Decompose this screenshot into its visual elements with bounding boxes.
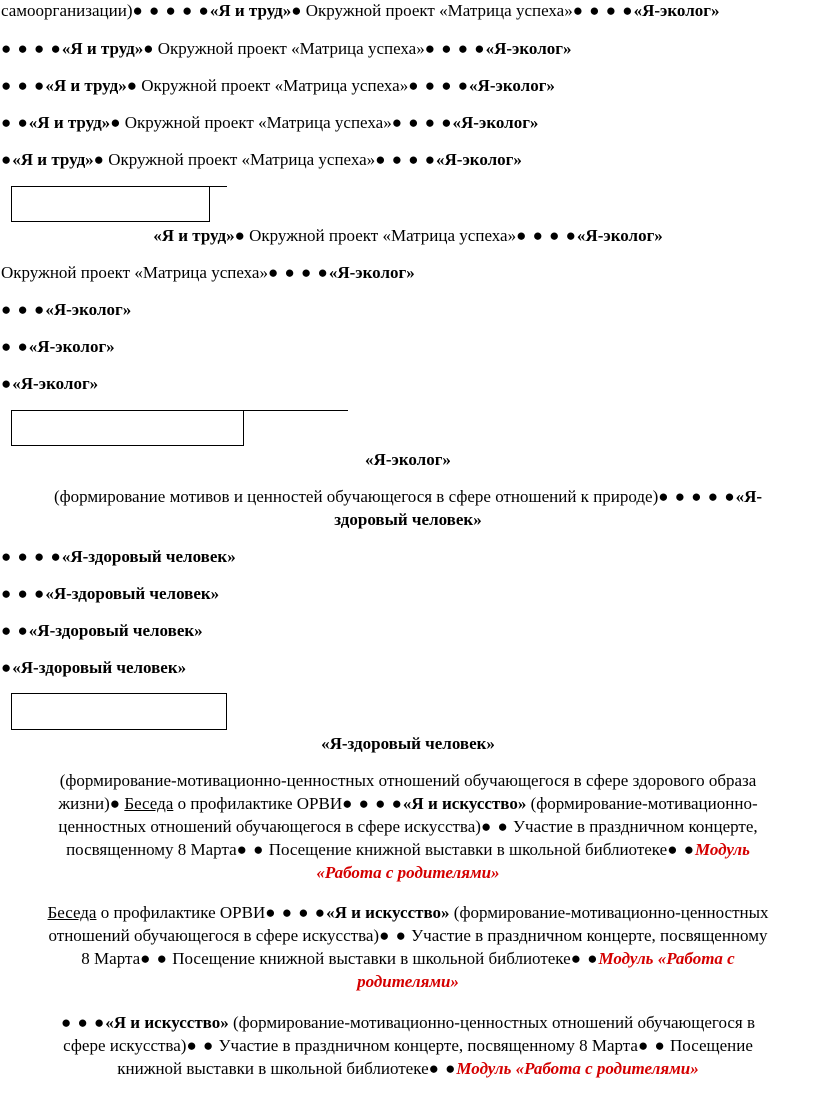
text-line: ценностных отношений обучающегося в сфере искусства)● ● Участие в праздничном концерте, — [58, 817, 758, 836]
text-line: Беседа о профилактике ОРВИ● ● ● ●«Я и искусство» (формирование-мотивационно-ценностных — [47, 903, 769, 922]
text-line: ● ●«Я-эколог» — [1, 337, 115, 356]
table-cell — [11, 693, 227, 730]
text-line: 8 Марта● ● Посещение книжной выставки в школьной библиотеке● ●Модуль «Работа с — [81, 949, 735, 968]
table-border — [209, 186, 227, 187]
text-line: здоровый человек» — [334, 510, 482, 529]
text-line: (формирование мотивов и ценностей обучающегося в сфере отношений к природе)● ● ● ● ●«Я- — [53, 487, 763, 506]
text-line: ● ● ● ●«Я-здоровый человек» — [1, 547, 236, 566]
text-line: ● ●«Я и труд»● Окружной проект «Матрица успеха»● ● ● ●«Я-эколог» — [1, 113, 539, 132]
text-line: ● ● ●«Я и труд»● Окружной проект «Матрица успеха»● ● ● ●«Я-эколог» — [1, 76, 555, 95]
text-line: ● ● ●«Я-эколог» — [1, 300, 132, 319]
text-line: отношений обучающегося в сфере искусства)● ● Участие в праздничном концерте, посвященному — [48, 926, 768, 945]
text-line: Окружной проект «Матрица успеха»● ● ● ●«Я-эколог» — [1, 263, 415, 282]
table-divider — [209, 186, 210, 222]
text-line: жизни)● Беседа о профилактике ОРВИ● ● ● ●«Я и искусство» (формирование-мотивационно- — [58, 794, 758, 813]
text-line: ● ● ● ●«Я и труд»● Окружной проект «Матрица успеха»● ● ● ●«Я-эколог» — [1, 39, 572, 58]
text-line: ●«Я и труд»● Окружной проект «Матрица успеха»● ● ● ●«Я-эколог» — [1, 150, 522, 169]
text-line: ●«Я-здоровый человек» — [1, 658, 187, 677]
table-cell — [11, 410, 244, 446]
text-line: (формирование-мотивационно-ценностных отношений обучающегося в сфере здорового образа — [59, 771, 757, 790]
table-cell — [243, 410, 348, 446]
text-line: ●«Я-эколог» — [1, 374, 99, 393]
text-line: «Я-эколог» — [365, 450, 451, 469]
table-cell — [11, 186, 210, 222]
text-line: родителями» — [357, 972, 459, 991]
text-line: посвященному 8 Марта● ● Посещение книжной выставки в школьной библиотеке● ●Модуль — [66, 840, 750, 859]
text-line: «Работа с родителями» — [316, 863, 500, 882]
text-line: ● ● ●«Я и искусство» (формирование-мотивационно-ценностных отношений обучающегося в — [60, 1013, 756, 1032]
text-line: «Я-здоровый человек» — [321, 734, 495, 753]
text-line: самоорганизации)● ● ● ● ●«Я и труд»● Окружной проект «Матрица успеха»● ● ● ●«Я-эколог» — [1, 1, 720, 20]
text-line: сфере искусства)● ● Участие в праздничном концерте, посвященному 8 Марта● ● Посещение — [63, 1036, 753, 1055]
text-line: «Я и труд»● Окружной проект «Матрица успеха»● ● ● ●«Я-эколог» — [153, 226, 663, 245]
beseda-link[interactable]: Беседа — [47, 903, 97, 922]
text-line: ● ● ●«Я-здоровый человек» — [1, 584, 220, 603]
text-line: ● ●«Я-здоровый человек» — [1, 621, 203, 640]
text-line: книжной выставки в школьной библиотеке● ●Модуль «Работа с родителями» — [117, 1059, 699, 1078]
beseda-link[interactable]: Беседа — [124, 794, 174, 813]
